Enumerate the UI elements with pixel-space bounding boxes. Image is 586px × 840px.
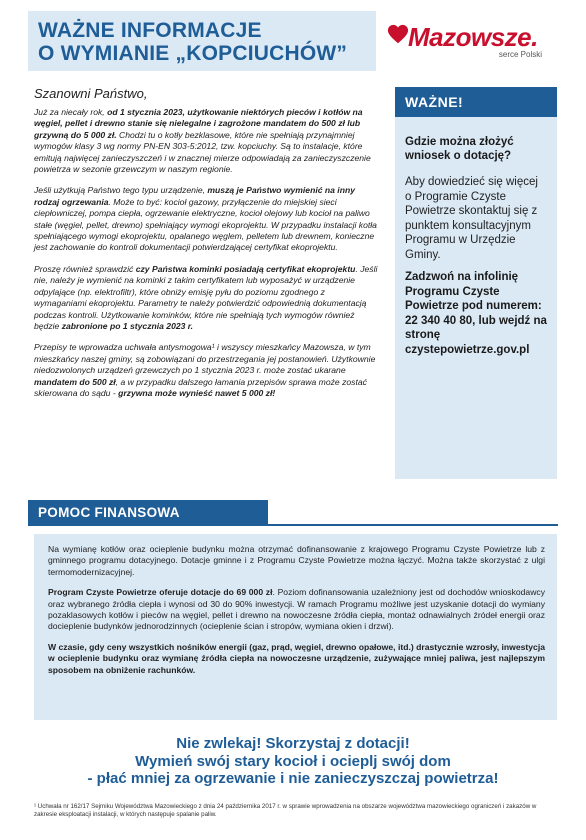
cta-line-2: Wymień swój stary kocioł i ocieplj swój dom [135, 752, 451, 770]
sidebar-question: Gdzie można złożyć wniosek o dotację? [405, 136, 514, 162]
emphasis-text: zabronione po 1 stycznia 2023 r. [61, 320, 194, 331]
financial-paragraph-3 [48, 642, 545, 676]
cta-line-1: Nie zwlekaj! Skorzystaj z dotacji! [176, 735, 410, 752]
cta-line-3: - płać mniej za ogrzewanie i nie zanieczyszczaj powietrza! [87, 770, 499, 787]
financial-help-box [34, 534, 557, 720]
call-to-action [28, 735, 558, 788]
body-text: Proszę również sprawdzić [34, 263, 136, 274]
body-text: Przepisy te wprowadza uchwała antysmogowa¹ i wszyscy mieszkańcy Mazowsza, w tym mieszkańcy naszej gminy, są zobowiązani do przestrzegania jej postanowień. Użytkownie niedozwolonych urządzeń grzewczych po 1 stycznia 2023 r. może zostać ukarane [34, 342, 376, 376]
emphasis-text: grzywna może wynieść nawet 5 000 zł! [118, 387, 276, 398]
body-text: Na wymianę kotłów oraz ocieplenie budynku można otrzymać dofinansowanie z krajowego Programu Czyste Powietrze lub z gminnego programu dotacyjnego. Dotacje gminne i z Programu Czyste Powietrze można łączyć. Można także skorzystać z ulgi termomodernizacyjnej. [48, 544, 545, 577]
body-text: . Jeśli nie, należy je wymienić na kominki z takim certyfikatem lub wyposażyć w urządzenie odpylające (np. elektrofiltr), które obniży emisję pyłu do poziomu zgodnego z wymaganiami ekoprojektu. Parametry te należy potwierdzić odpowiednią dokumentacją podczas kontroli. Użytkowanie kominków, które nie spełniają tych wymogów również będzie [34, 263, 378, 331]
title-line-2: O WYMIANIE „KOPCIUCHÓW” [38, 42, 348, 65]
emphasis-text: Program Czyste Powietrze oferuje dotacje do 69 000 zł [48, 587, 273, 598]
heart-icon [387, 24, 409, 46]
financial-paragraph-2 [48, 587, 545, 633]
logo-tagline: serce Polski [498, 50, 542, 59]
financial-help-header: POMOC FINANSOWA [28, 500, 268, 526]
sidebar-header: WAŻNE! [395, 87, 557, 117]
emphasis-text: muszą je Państwo wymienić na inny rodzaj ogrzewania [34, 185, 355, 207]
section-divider [268, 524, 558, 526]
emphasis-text: W czasie, gdy ceny wszystkich nośników energii (gaz, prąd, węgiel, drewno opałowe, itd.) drastycznie wzrosły, inwestycja w ocieplenie budynku oraz wymianę źródła ciepła na nowoczesne urządzenie, zużywające mniej paliwa, jest najlepszym sposobem na obniżenie rachunków. [48, 641, 545, 675]
title-box [28, 11, 376, 71]
mazowsze-logo [384, 22, 554, 62]
footnote: ¹ Uchwała nr 162/17 Sejmiku Województwa Mazowieckiego z dnia 24 października 2017 r. w sprawie wprowadzenia na obszarze województwa mazowieckiego ograniczeń i zakazów w zakresie eksploatacji instalacji, w których następuje spalanie paliw. [34, 803, 537, 819]
body-text: . Poziom dofinansowania uzależniony jest od dochodów wnioskodawcy oraz wybranego źródła ciepła i wynosi od 30 do 90% inwestycji. W ramach Programu możliwe jest uzyskanie dotacji do wymiany pozaklasowych kotłów i pieców na węgiel, pellet i drewno na nowoczesne źródła ciepła, montaż odnawialnych źródeł energii oraz docieplenie budynków jednorodzinnych (ocieplenie ścian i stropów, wymiana okien i drzwi). [48, 587, 545, 632]
letter-paragraph-4 [34, 342, 378, 399]
body-text: , a w przypadku dalszego łamania przepisów sprawa może zostać skierowana do sądu - [34, 376, 367, 398]
body-text: . Może to być: kocioł gazowy, przyłączenie do miejskiej sieci ciepłowniczej, pompa ciepła, ogrzewanie elektryczne, kocioł olejowy lub kocioł na paliwo stałe (węgiel, pellet, drewno) spełniający wymogi ekoprojektu. W przypadku instalacji kotła spełniającego wymogi ekoprojektu, opalanego węglem, pelletem lub drewnem, konieczne jest zachowanie do kontroli dokumentacji potwierdzającej certyfikat ekoprojektu. [34, 196, 377, 253]
sidebar-info: Aby dowiedzieć się więcej o Programie Czyste Powietrze skontaktuj się z punktem konsultacyjnym Programu w Urzędzie Gminy. [405, 176, 538, 261]
financial-paragraph-1 [48, 544, 545, 578]
emphasis-text: od 1 stycznia 2023, użytkowanie niektórych pieców i kotłów na węgiel, pellet i drewno stanie się nielegalne i zagrożone mandatem do 500 zł lub grzywną do 5 000 zł. [34, 107, 363, 140]
body-text: Jeśli użytkują Państwo tego typu urządzenie, [34, 185, 208, 196]
greeting: Szanowni Państwo, [34, 86, 148, 101]
emphasis-text: czy Państwa kominki posiadają certyfikat ekoprojektu [135, 263, 356, 274]
letter-paragraph-1 [34, 107, 378, 175]
sidebar-contact: Zadzwoń na infolinię Programu Czyste Powietrze pod numerem: 22 340 40 80, lub wejdź na stronę czystepowietrze.gov.pl [405, 271, 547, 356]
letter-column [34, 86, 378, 409]
letter-paragraph-3 [34, 264, 378, 332]
title-line-1: WAŻNE INFORMACJE [38, 19, 262, 42]
emphasis-text: mandatem do 500 zł [34, 376, 116, 387]
important-sidebar [395, 87, 557, 479]
logo-wordmark: Mazowsze. [408, 22, 538, 52]
body-text: Chodzi tu o kotły bezklasowe, które nie spełniają przynajmniej wymogów klasy 3 wg normy PN-EN 303-5:2012, tzw. kopciuchy. Są to instalacje, które emitują najwięcej zanieczyszczeń i w znacznej mierze odpowiadają za zanieczyszczenie powietrza w sezonie grzewczym w naszym regionie. [34, 129, 371, 175]
letter-paragraph-2 [34, 185, 378, 253]
body-text: Już za niecały rok, [34, 107, 108, 117]
